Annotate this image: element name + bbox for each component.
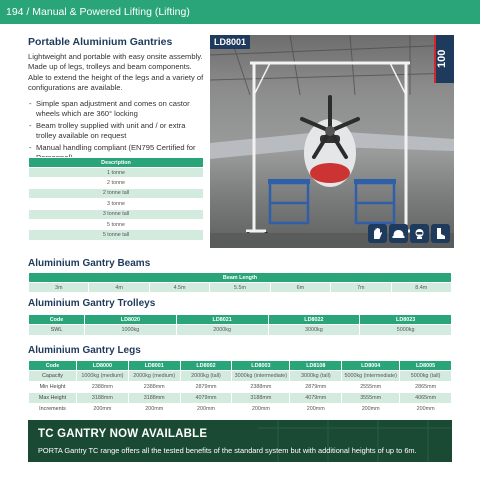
ribbon-badge: [434, 35, 454, 83]
table-row: [29, 382, 452, 393]
page-header: 194 / Manual & Powered Lifting (Lifting): [0, 0, 480, 24]
gantries-intro: Lightweight and portable with easy onsite assembly. Made up of legs, trolleys and beam components. Able to extend the height of the legs and a variety of configurations are available.: [28, 52, 204, 93]
table-cell: 5000kg: [360, 325, 452, 336]
description-cell: 1 tonne: [29, 168, 204, 178]
row-label: Max Height: [29, 393, 77, 404]
safety-icons: [368, 224, 450, 243]
safety-boots-icon: [431, 224, 450, 243]
description-cell: 3 tonne: [29, 199, 204, 209]
table-cell: 4079mm: [180, 393, 232, 404]
table-cell: 3000kg (intermediate): [232, 371, 290, 382]
product-code-label: LD8001: [210, 35, 250, 49]
ribbon-number: 100: [436, 49, 448, 69]
beam-length-cell: 4m: [89, 283, 149, 293]
tc-gantry-banner: [28, 420, 452, 462]
feature-item: - Manual handling compliant (EN795 Certified for: [28, 143, 206, 164]
description-table: [28, 157, 204, 241]
gantries-feature-list: [28, 99, 206, 164]
legs-header-cell: LD8003: [232, 361, 290, 371]
legs-header-cell: LD8002: [180, 361, 232, 371]
table-cell: 200mm: [77, 404, 129, 415]
table-row: [29, 404, 452, 415]
description-header: Description: [29, 158, 204, 168]
legs-header-cell: Code: [29, 361, 77, 371]
trolleys-table: [28, 314, 452, 336]
table-cell: 4065mm: [400, 393, 452, 404]
table-cell: 2555mm: [342, 382, 400, 393]
banner-background-graphic: [28, 420, 452, 462]
description-cell: 3 tonne tall: [29, 209, 204, 219]
table-cell: 3555mm: [342, 393, 400, 404]
table-cell: 3188mm: [232, 393, 290, 404]
table-row: [29, 393, 452, 404]
table-cell: 2879mm: [290, 382, 342, 393]
table-cell: 3000kg: [268, 325, 360, 336]
table-cell: 1000kg: [85, 325, 177, 336]
table-cell: 1000kg (medium): [77, 371, 129, 382]
table-cell: 5000kg (tall): [400, 371, 452, 382]
trolley-header-cell: LD8022: [268, 315, 360, 325]
table-cell: 200mm: [232, 404, 290, 415]
table-cell: 3000kg (tall): [290, 371, 342, 382]
legs-table: [28, 360, 452, 415]
table-cell: 200mm: [400, 404, 452, 415]
beam-length-header: Beam Length: [29, 273, 452, 283]
description-cell: 5 tonne: [29, 219, 204, 229]
feature-item: - Beam trolley supplied with unit and / or extra trolley available on request: [28, 121, 206, 142]
table-cell: 5000kg (intermediate): [342, 371, 400, 382]
goggles-icon: [410, 224, 429, 243]
legs-header-cell: LD8004: [342, 361, 400, 371]
product-photo: [210, 35, 454, 248]
table-cell: 2000kg: [176, 325, 268, 336]
table-cell: 200mm: [128, 404, 180, 415]
table-cell: 2388mm: [232, 382, 290, 393]
banner-text: PORTA Gantry TC range offers all the tested benefits of the standard system but with additional heights of up to 6m.: [38, 446, 417, 455]
table-cell: 2388mm: [77, 382, 129, 393]
table-cell: 2000kg (tall): [180, 371, 232, 382]
description-cell: 2 tonne tall: [29, 188, 204, 198]
trolleys-title: Aluminium Gantry Trolleys: [28, 298, 156, 309]
table-cell: 2388mm: [128, 382, 180, 393]
legs-header-cell: LD8001: [128, 361, 180, 371]
hard-hat-icon: [389, 224, 408, 243]
beams-table: [28, 272, 452, 293]
gantries-title: Portable Aluminium Gantries: [28, 36, 173, 48]
feature-item: - Simple span adjustment and comes on castor wheels which are 360° locking: [28, 99, 206, 120]
beam-length-cell: 5.5m: [210, 283, 270, 293]
legs-header-cell: LD8005: [400, 361, 452, 371]
description-cell: 5 tonne tall: [29, 230, 204, 240]
table-cell: 200mm: [290, 404, 342, 415]
row-label: SWL: [29, 325, 85, 336]
description-cell: 2 tonne: [29, 178, 204, 188]
row-label: Min Height: [29, 382, 77, 393]
table-cell: 3188mm: [128, 393, 180, 404]
table-cell: 200mm: [180, 404, 232, 415]
beam-length-cell: 7m: [331, 283, 391, 293]
trolley-header-cell: LD8021: [176, 315, 268, 325]
beam-length-cell: 4.5m: [149, 283, 209, 293]
table-cell: 2879mm: [180, 382, 232, 393]
legs-header-cell: LD8000: [77, 361, 129, 371]
beam-length-cell: 8.4m: [391, 283, 451, 293]
table-row: [29, 371, 452, 382]
table-cell: 4079mm: [290, 393, 342, 404]
trolley-header-cell: LD8023: [360, 315, 452, 325]
trolley-header-cell: Code: [29, 315, 85, 325]
beam-length-cell: 6m: [270, 283, 330, 293]
table-cell: 200mm: [342, 404, 400, 415]
row-label: Increments: [29, 404, 77, 415]
legs-title: Aluminium Gantry Legs: [28, 345, 141, 356]
row-label: Capacity: [29, 371, 77, 382]
table-row: [29, 325, 452, 336]
table-cell: 3188mm: [77, 393, 129, 404]
table-cell: 2000kg (medium): [128, 371, 180, 382]
legs-header-cell: LD8108: [290, 361, 342, 371]
banner-title: TC GANTRY NOW AVAILABLE: [38, 428, 208, 440]
trolley-header-cell: LD8020: [85, 315, 177, 325]
hangar-scene-illustration: [210, 35, 454, 248]
beams-title: Aluminium Gantry Beams: [28, 258, 151, 269]
table-cell: 2865mm: [400, 382, 452, 393]
beam-length-cell: 3m: [29, 283, 89, 293]
gloves-icon: [368, 224, 387, 243]
